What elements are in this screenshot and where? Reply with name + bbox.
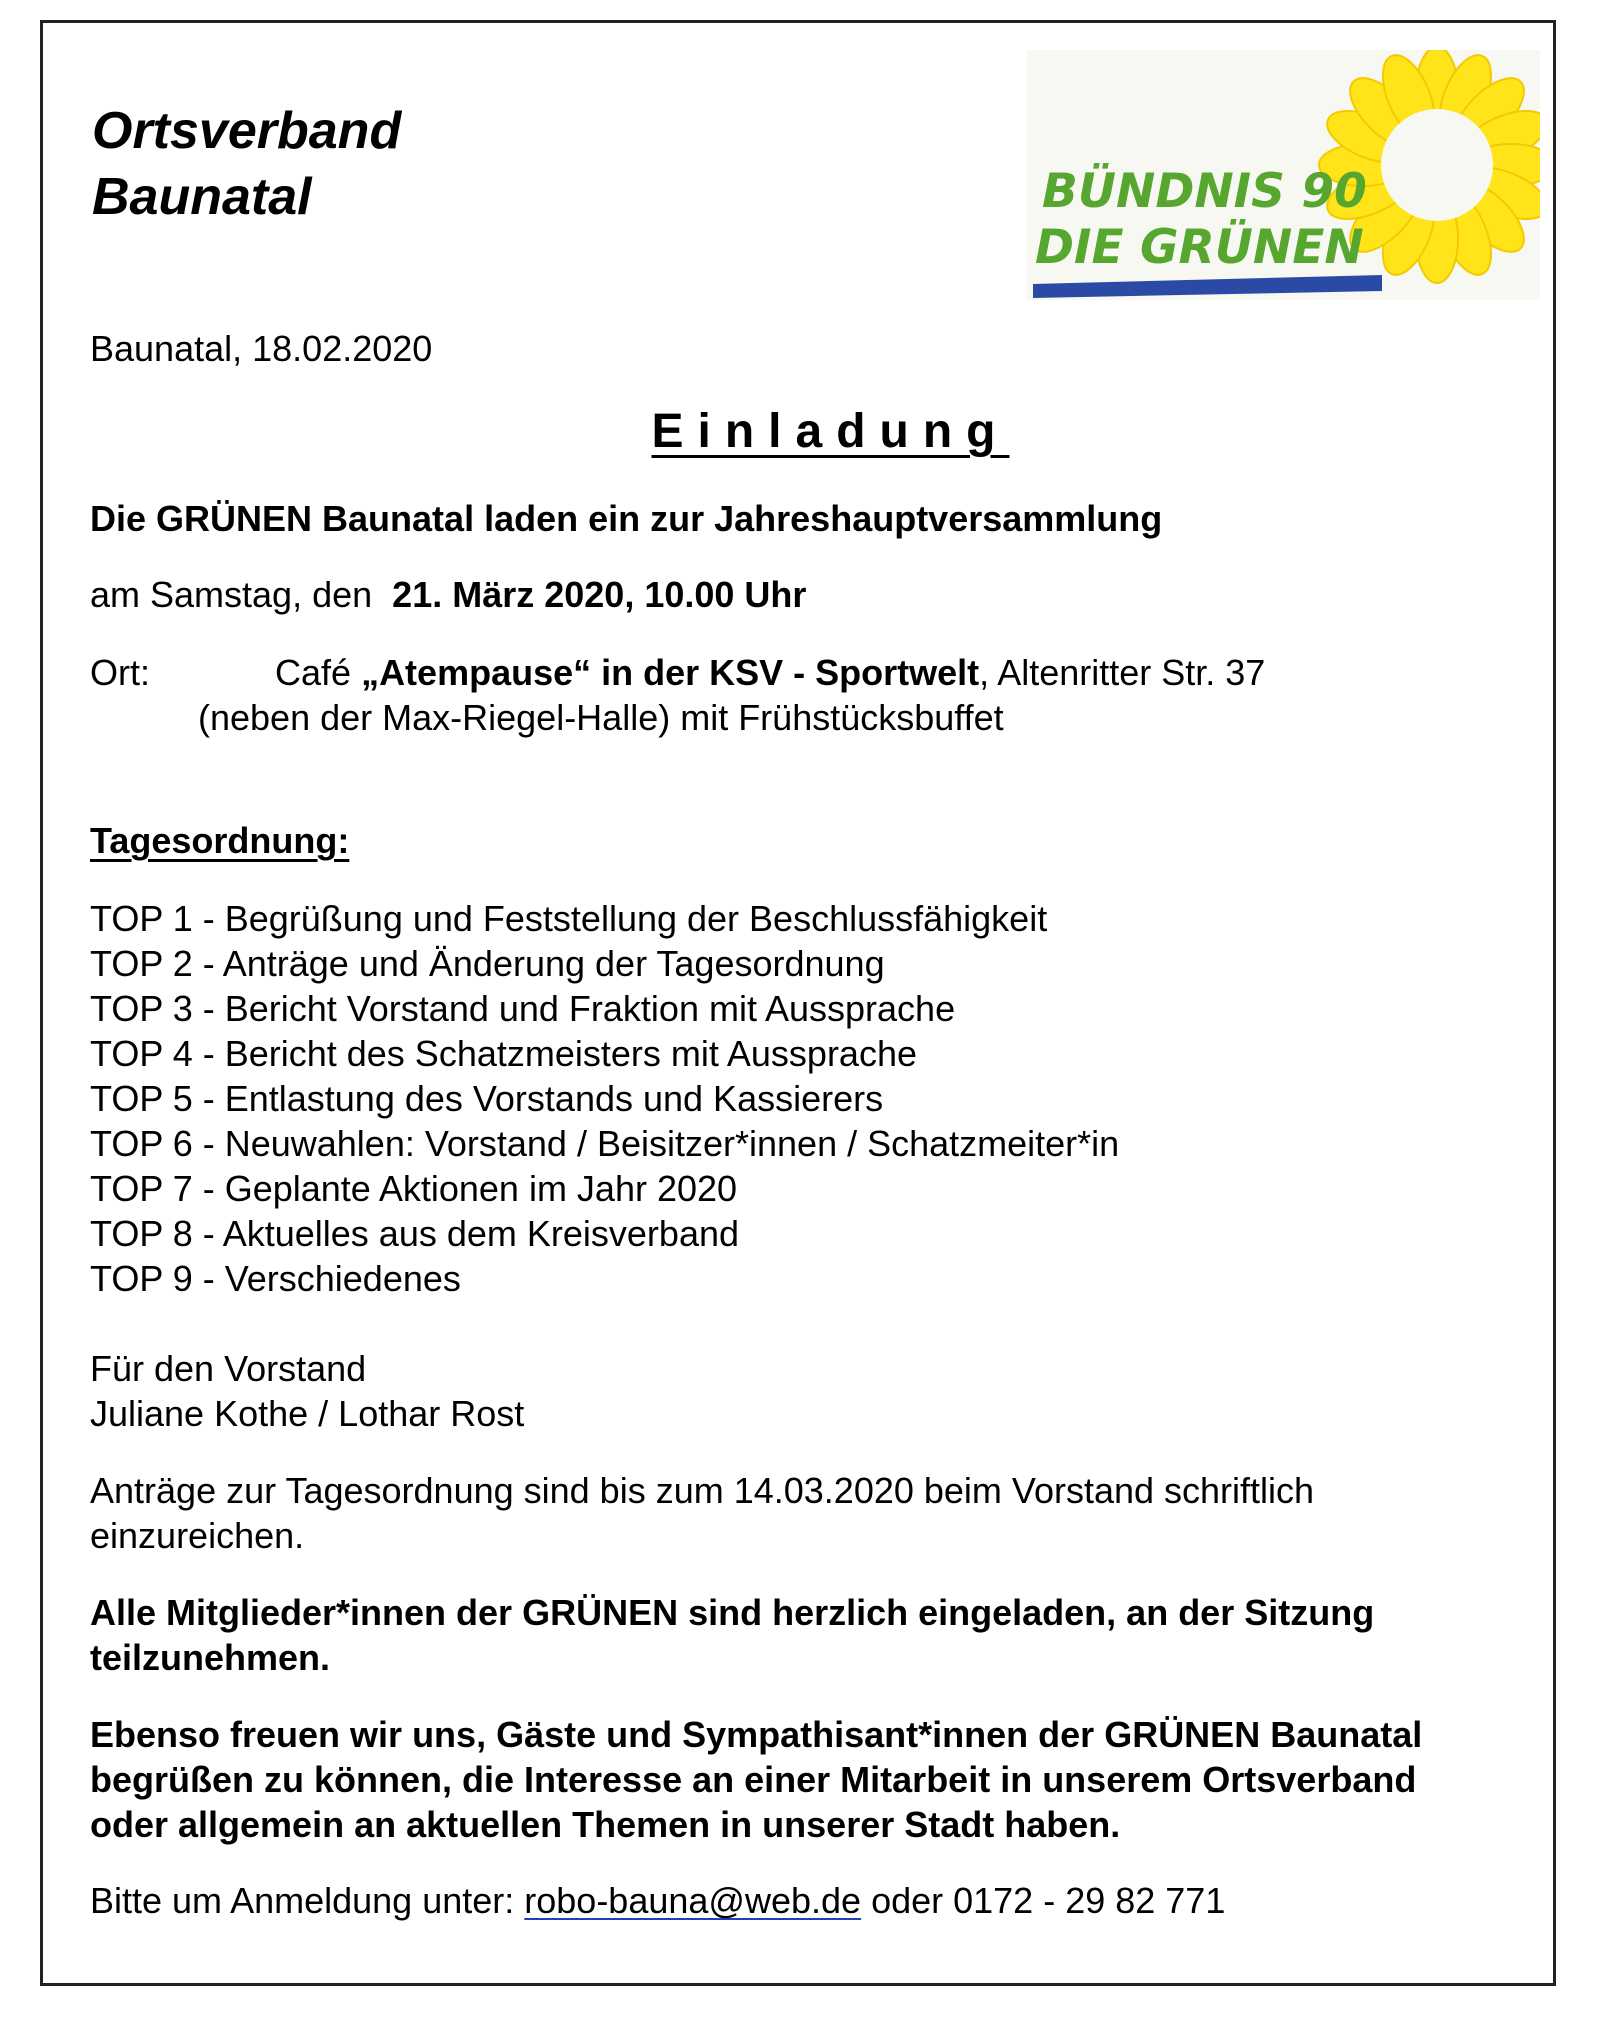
invitation-title [0, 404, 1601, 459]
sunflower-center [1381, 109, 1493, 221]
meeting-datetime: 21. März 2020, 10.00 Uhr [392, 574, 807, 615]
registration-phone: oder 0172 - 29 82 771 [871, 1880, 1226, 1921]
agenda-item: TOP 8 - Aktuelles aus dem Kreisverband [90, 1213, 740, 1254]
meeting-location [90, 650, 1530, 740]
guests-line1: Ebenso freuen wir uns, Gäste und Sympathisant*innen der GRÜNEN Baunatal [90, 1714, 1423, 1755]
intro-text: Die GRÜNEN Baunatal laden ein zur Jahreshauptversammlung [90, 498, 1163, 539]
organization-name [92, 98, 401, 230]
party-logo [1027, 50, 1540, 300]
date-line: Baunatal, 18.02.2020 [90, 328, 433, 369]
agenda-item: TOP 6 - Neuwahlen: Vorstand / Beisitzer*innen / Schatzmeiter*in [90, 1123, 1120, 1164]
agenda-list [90, 896, 1530, 1301]
signature-block [90, 1346, 1530, 1436]
agenda-heading: Tagesordnung: [90, 820, 350, 861]
organization-name-line1: Ortsverband [92, 102, 402, 160]
members-line2: teilzunehmen. [90, 1637, 331, 1678]
guests-invitation [90, 1712, 1530, 1847]
logo-text-line2: DIE GRÜNEN [1035, 220, 1364, 275]
agenda-item: TOP 3 - Bericht Vorstand und Fraktion mit Aussprache [90, 988, 956, 1029]
invitation-title-text: Einladung [651, 405, 1010, 458]
deadline-line1: Anträge zur Tagesordnung sind bis zum 14.03.2020 beim Vorstand schriftlich [90, 1470, 1315, 1511]
members-line1: Alle Mitglieder*innen der GRÜNEN sind herzlich eingeladen, an der Sitzung [90, 1592, 1375, 1633]
deadline-line2: einzureichen. [90, 1515, 305, 1556]
meeting-date-prefix: am Samstag, den [90, 574, 373, 615]
agenda-item: TOP 2 - Anträge und Änderung der Tagesordnung [90, 943, 885, 984]
members-invitation [90, 1590, 1530, 1680]
meeting-date [90, 572, 1530, 617]
guests-line3: oder allgemein an aktuellen Themen in unserer Stadt haben. [90, 1804, 1121, 1845]
agenda-item: TOP 1 - Begrüßung und Feststellung der Beschlussfähigkeit [90, 898, 1048, 939]
agenda-item: TOP 7 - Geplante Aktionen im Jahr 2020 [90, 1168, 738, 1209]
agenda-item: TOP 9 - Verschiedenes [90, 1258, 461, 1299]
guests-line2: begrüßen zu können, die Interesse an einer Mitarbeit in unserem Ortsverband [90, 1759, 1417, 1800]
deadline-notice [90, 1468, 1530, 1558]
location-cafe-prefix: Café [275, 652, 352, 693]
agenda-item: TOP 5 - Entlastung des Vorstands und Kassierers [90, 1078, 884, 1119]
agenda-item: TOP 4 - Bericht des Schatzmeisters mit Aussprache [90, 1033, 917, 1074]
signature-line1: Für den Vorstand [90, 1348, 367, 1389]
location-line2: (neben der Max-Riegel-Halle) mit Frühstücksbuffet [198, 697, 1004, 738]
location-label: Ort: [90, 652, 150, 693]
logo-text-line1: BÜNDNIS 90 [1042, 164, 1367, 219]
registration-email-link[interactable]: robo-bauna@web.de [524, 1880, 862, 1921]
signature-names: Juliane Kothe / Lothar Rost [90, 1393, 525, 1434]
location-address: , Altenritter Str. 37 [979, 652, 1266, 693]
location-line1 [90, 650, 1530, 695]
location-venue: „Atempause“ in der KSV - Sportwelt [361, 652, 980, 693]
registration-prefix: Bitte um Anmeldung unter: [90, 1880, 515, 1921]
organization-name-line2: Baunatal [92, 168, 312, 226]
registration-line [90, 1878, 1530, 1923]
